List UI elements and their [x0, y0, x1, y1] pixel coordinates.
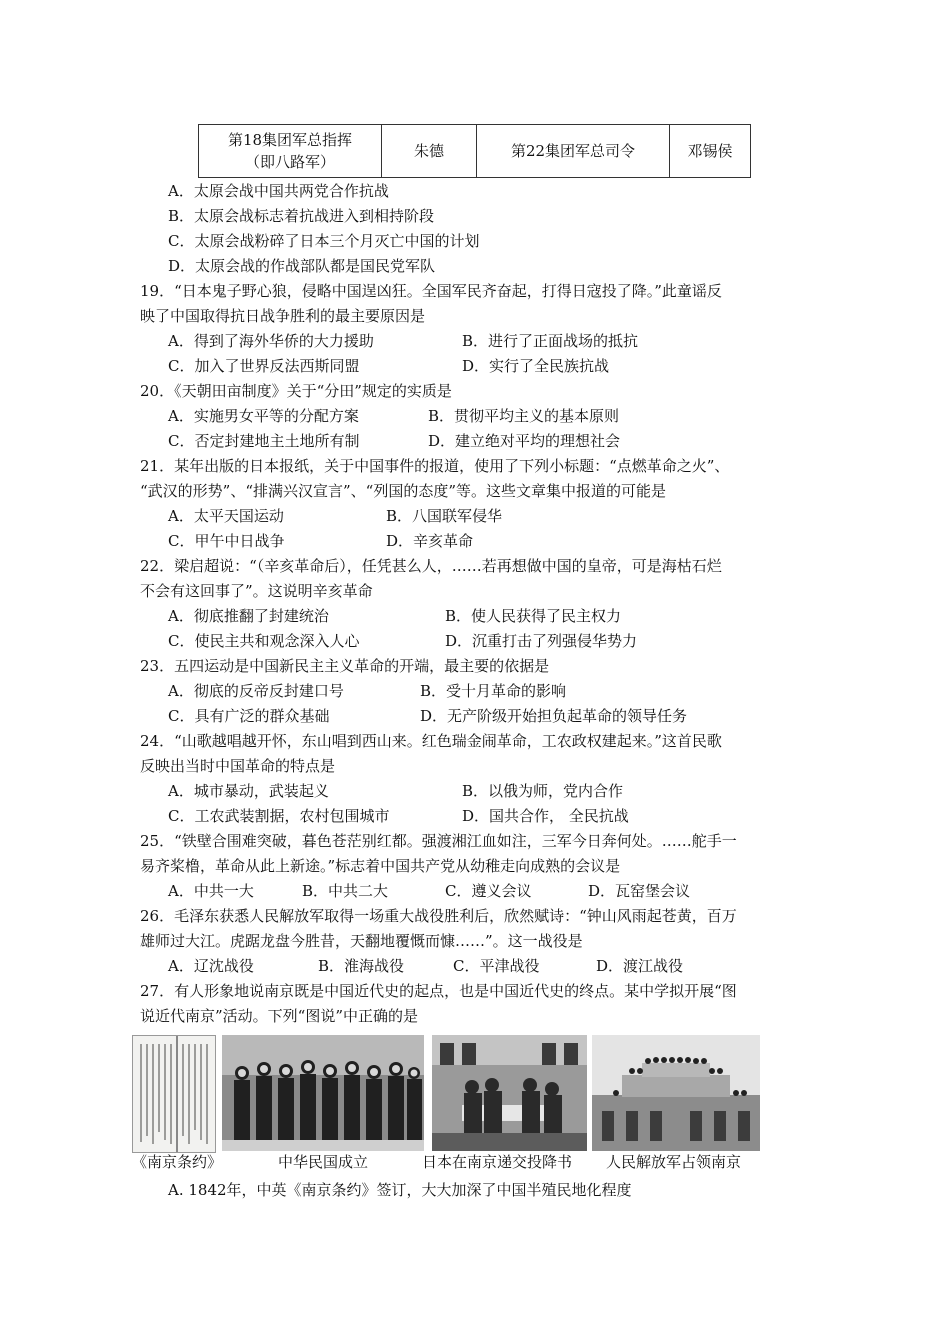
caption-surrender: 日本在南京递交投降书: [422, 1153, 573, 1171]
q22-option-d: D．沉重打击了列强侵华势力: [445, 632, 638, 650]
q19-stem: 19．“日本鬼子野心狼，侵略中国逞凶狂。全国军民齐奋起，打得日寇投了降。”此童谣反: [140, 282, 722, 300]
q19-option-a: A．得到了海外华侨的大力援助: [168, 332, 374, 350]
q27-option-a: A. 1842年，中英《南京条约》签订，大大加深了中国半殖民地化程度: [168, 1181, 632, 1199]
q27-stem: 27．有人形象地说南京既是中国近代史的起点，也是中国近代史的终点。某中学拟开展“图: [140, 982, 737, 1000]
q23-option-b: B．受十月革命的影响: [420, 682, 567, 700]
q19-option-d: D．实行了全民族抗战: [462, 357, 610, 375]
q21-option-c: C．甲午中日战争: [168, 532, 285, 550]
q20-option-d: D．建立绝对平均的理想社会: [428, 432, 621, 450]
treaty-document-image: [132, 1035, 216, 1153]
q25-option-c: C．遵义会议: [445, 882, 532, 900]
q26-option-c: C．平津战役: [453, 957, 540, 975]
q21-option-d: D．辛亥革命: [386, 532, 474, 550]
q25-option-d: D．瓦窑堡会议: [588, 882, 691, 900]
table-row: [199, 125, 751, 178]
caption-roc-founding: 中华民国成立: [278, 1153, 369, 1171]
commander-table: [198, 124, 751, 178]
q22-stem: 不会有这回事了”。这说明辛亥革命: [140, 582, 373, 600]
q20-option-a: A．实施男女平等的分配方案: [168, 407, 359, 425]
q21-stem: “武汉的形势”、“排满兴汉宣言”、“列国的态度”等。这些文章集中报道的可能是: [140, 482, 667, 500]
q27-stem: 说近代南京”活动。下列“图说”中正确的是: [140, 1007, 419, 1025]
surrender-ceremony-photo: [432, 1035, 587, 1151]
q18-option-c: C．太原会战粉碎了日本三个月灭亡中国的计划: [168, 232, 480, 250]
q26-option-b: B．淮海战役: [318, 957, 405, 975]
q22-option-b: B．使人民获得了民主权力: [445, 607, 622, 625]
q19-stem: 映了中国取得抗日战争胜利的最主要原因是: [140, 307, 426, 325]
q26-option-a: A．辽沈战役: [168, 957, 254, 975]
founding-group-photo: [222, 1035, 424, 1151]
q19-option-c: C．加入了世界反法西斯同盟: [168, 357, 360, 375]
pla-occupy-nanjing-photo: [592, 1035, 760, 1151]
q25-option-a: A．中共一大: [168, 882, 254, 900]
q19-option-b: B．进行了正面战场的抵抗: [462, 332, 639, 350]
q21-stem: 21．某年出版的日本报纸，关于中国事件的报道，使用了下列小标题：“点燃革命之火”、: [140, 457, 730, 475]
cell-line: （即八路军）: [244, 153, 335, 171]
q24-stem: 24．“山歌越唱越开怀，东山唱到西山来。红色瑞金闹革命，工农政权建起来。”这首民歌: [140, 732, 722, 750]
q23-option-a: A．彻底的反帝反封建口号: [168, 682, 344, 700]
table-cell: 邓锡侯: [670, 125, 751, 178]
q25-stem: 易齐桨橹，革命从此上新途。”标志着中国共产党从幼稚走向成熟的会议是: [140, 857, 621, 875]
q20-option-b: B．贯彻平均主义的基本原则: [428, 407, 620, 425]
q22-option-a: A．彻底推翻了封建统治: [168, 607, 329, 625]
q21-option-b: B．八国联军侵华: [386, 507, 503, 525]
q24-option-c: C．工农武装割据，农村包围城市: [168, 807, 390, 825]
table-cell: [199, 125, 382, 178]
q18-option-a: A．太原会战中国共两党合作抗战: [168, 182, 389, 200]
q26-stem: 26．毛泽东获悉人民解放军取得一场重大战役胜利后，欣然赋诗：“钟山风雨起苍黄，百万: [140, 907, 737, 925]
q24-stem: 反映出当时中国革命的特点是: [140, 757, 336, 775]
q20-stem: 20．《天朝田亩制度》关于“分田”规定的实质是: [140, 382, 452, 400]
q23-option-c: C．具有广泛的群众基础: [168, 707, 330, 725]
caption-treaty: 《南京条约》: [132, 1153, 223, 1171]
q23-stem: 23．五四运动是中国新民主主义革命的开端，最主要的依据是: [140, 657, 550, 675]
q25-option-b: B．中共二大: [302, 882, 389, 900]
q22-stem: 22．梁启超说：“（辛亥革命后），任凭甚么人，……若再想做中国的皇帝，可是海枯石烂: [140, 557, 722, 575]
cell-line: 第18集团军总指挥: [227, 131, 353, 149]
q18-option-d: D．太原会战的作战部队都是国民党军队: [168, 257, 436, 275]
q26-stem: 雄师过大江。虎踞龙盘今胜昔，天翻地覆慨而慷……”。这一战役是: [140, 932, 583, 950]
q25-stem: 25．“铁壁合围难突破，暮色苍茫别红都。强渡湘江血如注，三军今日奔何处。……舵手一: [140, 832, 737, 850]
caption-pla: 人民解放军占领南京: [606, 1153, 742, 1171]
table-cell: 第22集团军总司令: [477, 125, 670, 178]
q23-option-d: D．无产阶级开始担负起革命的领导任务: [420, 707, 688, 725]
q24-option-a: A．城市暴动，武装起义: [168, 782, 329, 800]
q24-option-d: D．国共合作， 全民抗战: [462, 807, 629, 825]
q24-option-b: B．以俄为师，党内合作: [462, 782, 624, 800]
q21-option-a: A．太平天国运动: [168, 507, 284, 525]
q22-option-c: C．使民主共和观念深入人心: [168, 632, 360, 650]
table-cell: 朱德: [382, 125, 477, 178]
q26-option-d: D．渡江战役: [596, 957, 684, 975]
q20-option-c: C．否定封建地主土地所有制: [168, 432, 360, 450]
q18-option-b: B．太原会战标志着抗战进入到相持阶段: [168, 207, 435, 225]
